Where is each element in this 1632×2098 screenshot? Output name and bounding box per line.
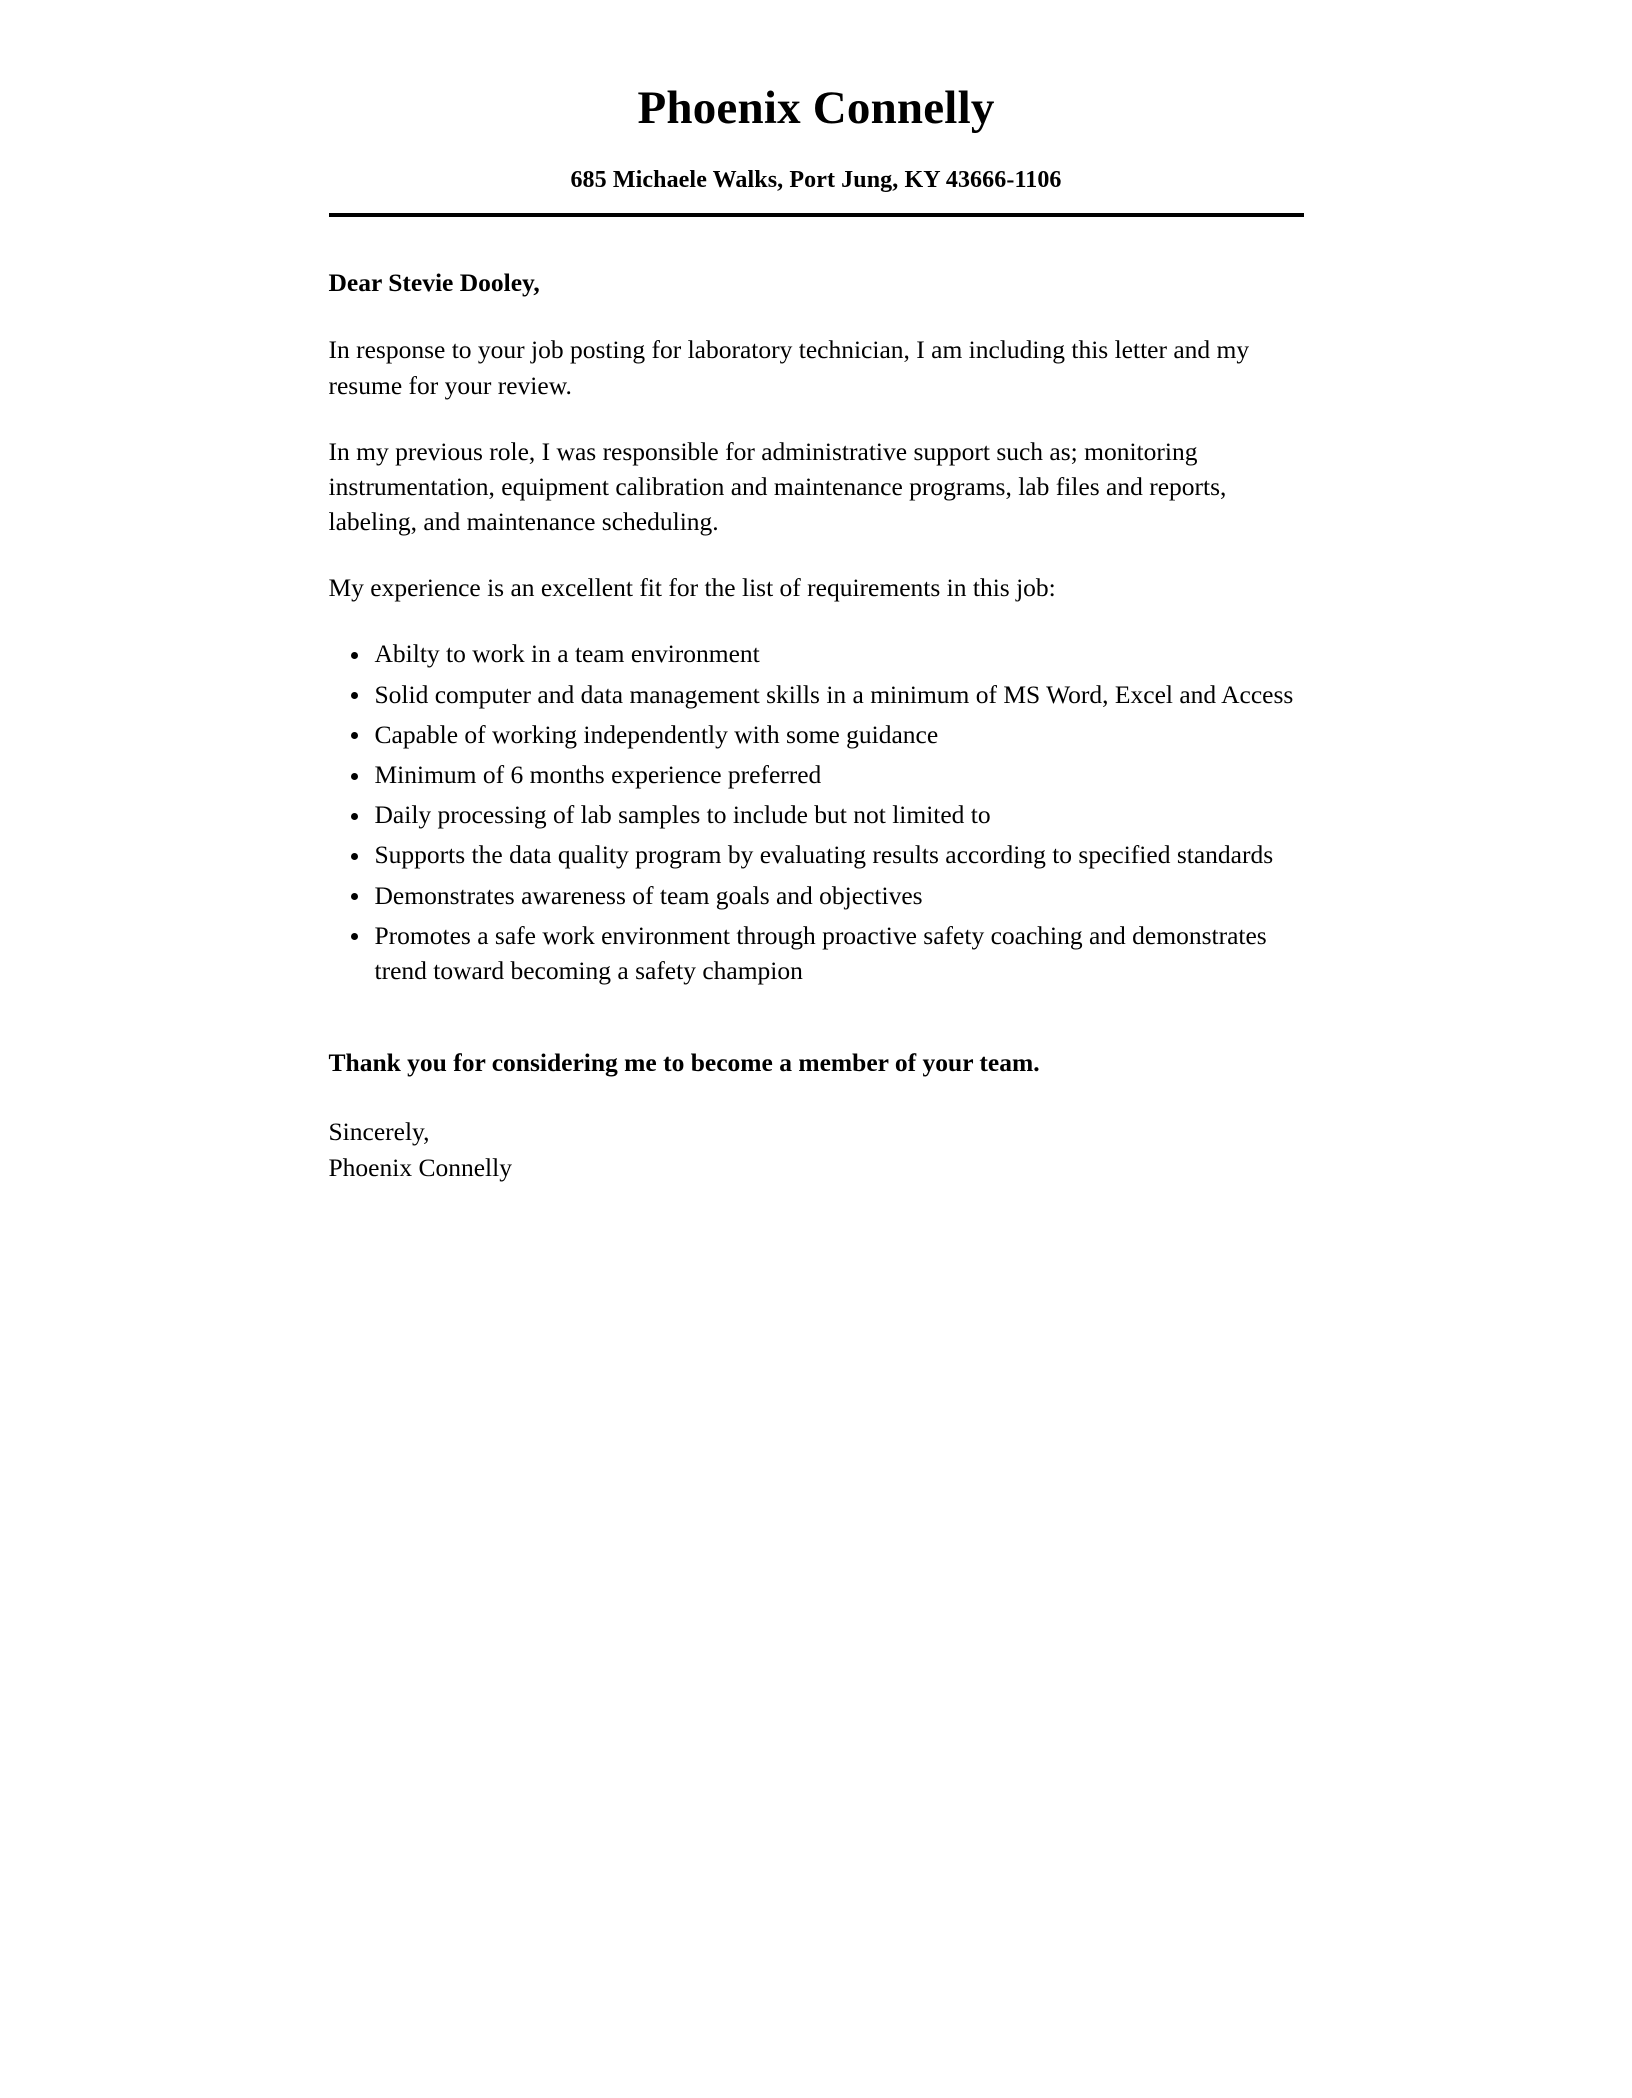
list-item-label: Supports the data quality program by evaluating results according to specified standards [374, 840, 1274, 870]
bullet-icon [351, 692, 358, 699]
signoff-salutation: Sincerely, [328, 1117, 430, 1147]
list-item [329, 837, 1304, 872]
sender-address: 685 Michaele Walks, Port Jung, KY 43666-1106 [570, 167, 1062, 194]
bullet-icon [351, 773, 358, 780]
list-item-label: Minimum of 6 months experience preferred [374, 760, 822, 790]
bullet-icon [351, 813, 358, 820]
page-title: Phoenix Connelly [637, 82, 995, 135]
letterhead [0, 0, 1632, 217]
body-paragraph-1: In response to your job posting for laboratory technician, I am including this letter and my resume for your review. [328, 335, 1250, 400]
list-item-label: Abilty to work in a team environment [374, 639, 760, 669]
requirements-list [329, 636, 1304, 988]
bullet-icon [351, 732, 358, 739]
bullet-icon [351, 933, 358, 940]
list-item [329, 918, 1304, 988]
list-item [329, 636, 1304, 671]
body-paragraph-3: My experience is an excellent fit for the list of requirements in this job: [328, 573, 1056, 603]
list-item-label: Daily processing of lab samples to include but not limited to [374, 800, 991, 830]
list-item [329, 717, 1304, 752]
list-item-label: Capable of working independently with some guidance [374, 719, 939, 749]
list-item [329, 797, 1304, 832]
bullet-icon [351, 853, 358, 860]
list-item [329, 878, 1304, 913]
bullet-icon [351, 893, 358, 900]
list-item [329, 757, 1304, 792]
list-item-label: Solid computer and data management skills in a minimum of MS Word, Excel and Access [374, 679, 1294, 709]
list-item-label: Promotes a safe work environment through proactive safety coaching and demonstrates trend toward becoming a safety champion [374, 920, 1267, 985]
closing-statement: Thank you for considering me to become a member of your team. [328, 1048, 1040, 1078]
salutation: Dear Stevie Dooley, [328, 268, 540, 298]
list-item [329, 677, 1304, 712]
letter-body [329, 217, 1304, 1185]
body-paragraph-2: In my previous role, I was responsible for administrative support such as; monitoring instrumentation, equipment calibration and maintenance programs, lab files and reports, labeling, and maintenance scheduling. [328, 436, 1227, 537]
signature-name: Phoenix Connelly [328, 1152, 512, 1182]
signoff-block [329, 1114, 1304, 1184]
list-item-label: Demonstrates awareness of team goals and objectives [374, 880, 923, 910]
bullet-icon [351, 652, 358, 659]
